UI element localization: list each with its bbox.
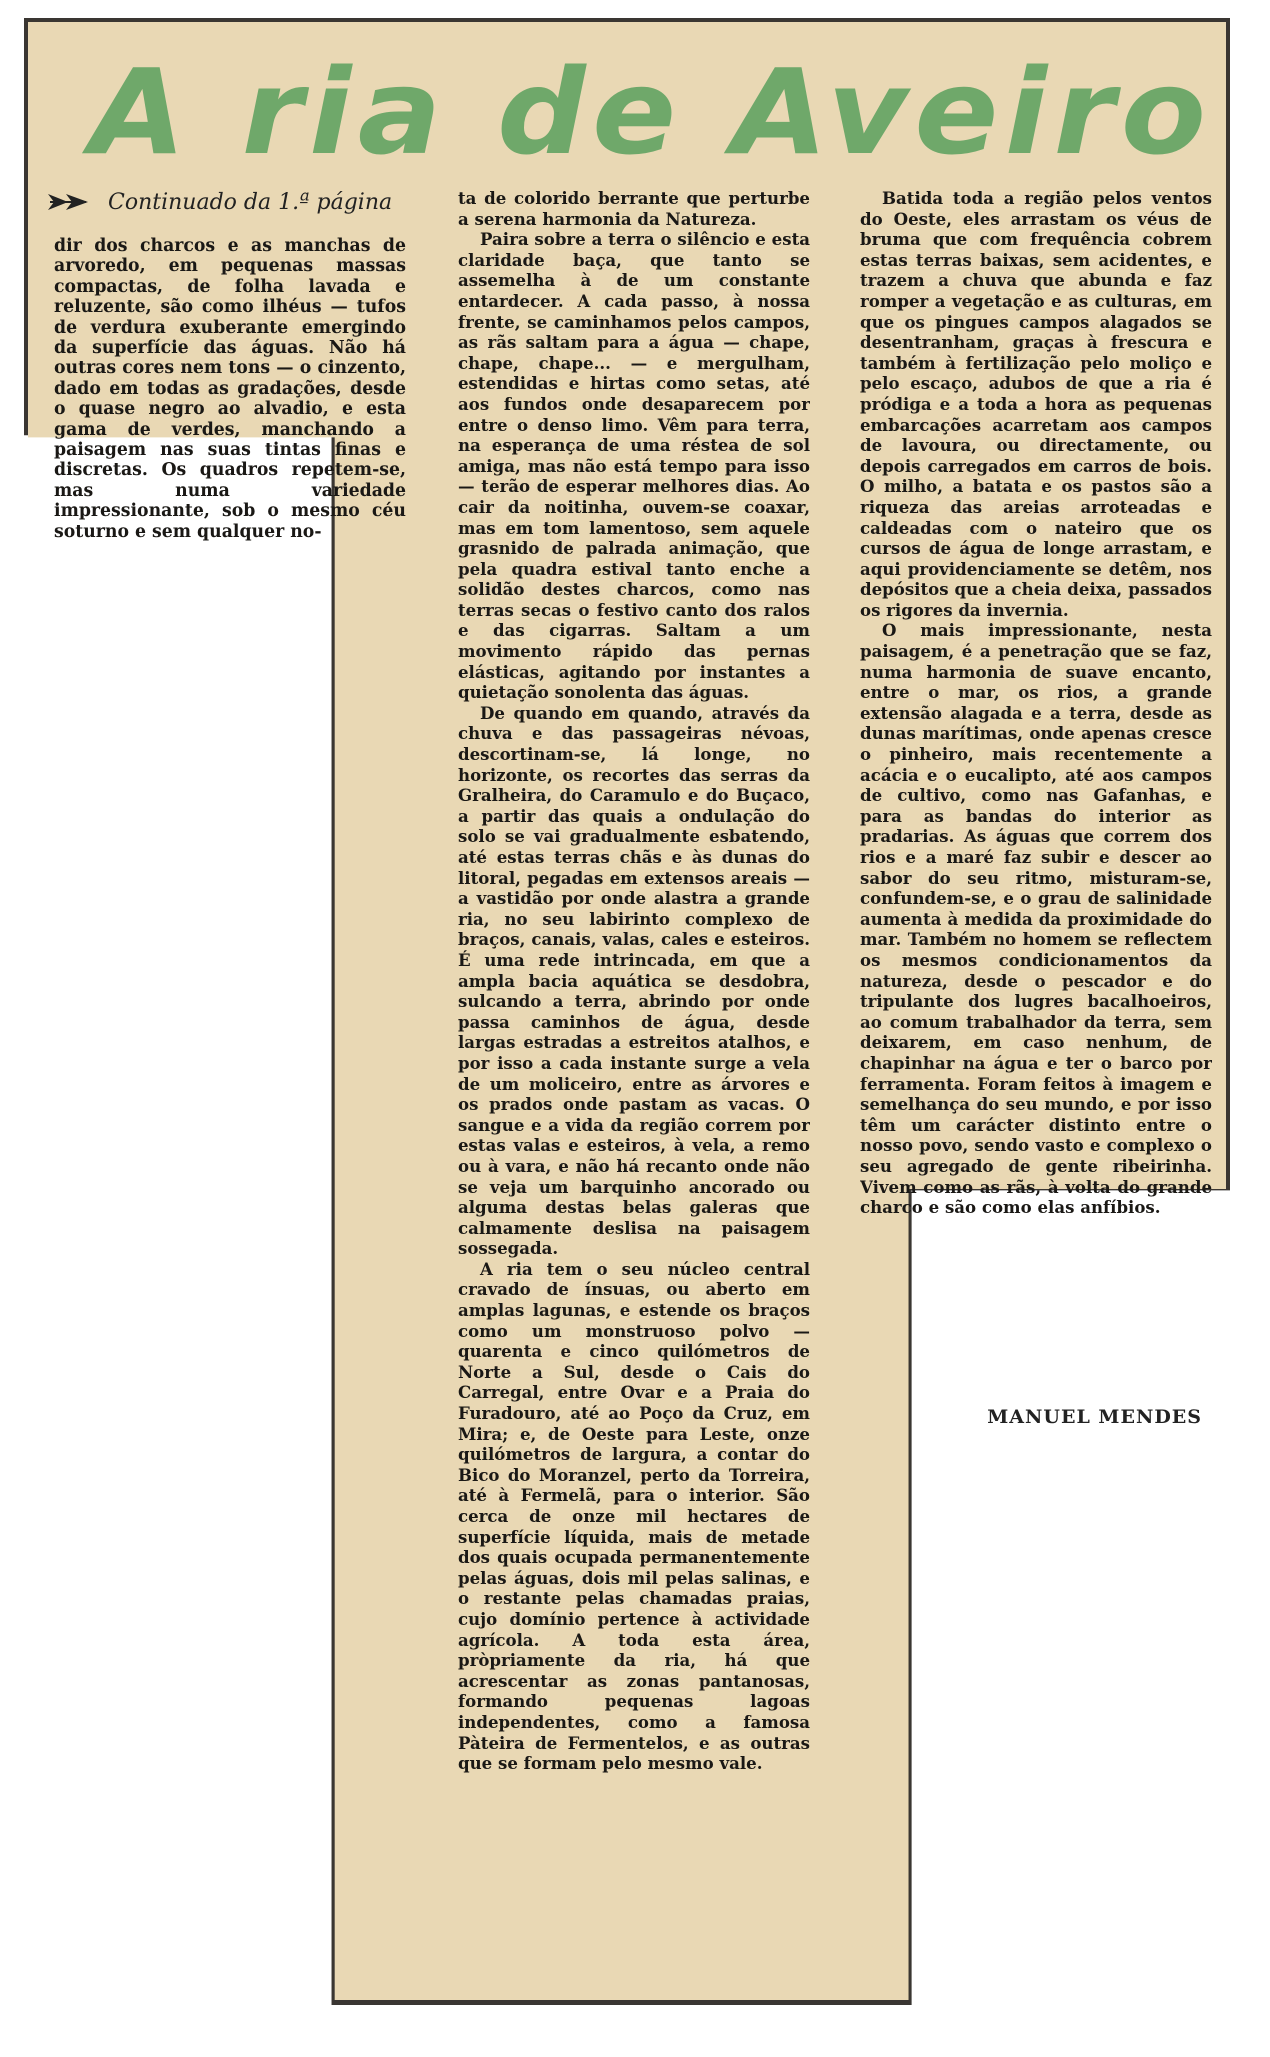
column-2-paragraph-1: ta de colorido berrante que perturbe a serena harmonia da Natureza. [458,188,810,229]
column-3-paragraph-1: Batida toda a região pelos ventos do Oeste, eles arrastam os véus de bruma que com frequência cobrem estas terras baixas, sem acidentes, e trazem a chuva que abunda e faz romper a vegetação e as culturas, em que os pingues campos alagados se desentranham, graças à frescura e também à fertilização pelo moliço e pelo escaço, adubos de que a ria é pródiga e a toda a hora as pequenas embarcações acarretam aos campos de lavoura, ou directamente, ou depois carregados em carros de bois. O milho, a batata e os pastos são a riqueza das areias arroteadas e caldeadas com o nateiro que os cursos de água de longe arrastam, e aqui providenciamente se detêm, nos depósitos que a cheia deixa, passados os rigores da invernia. [860,188,1212,620]
column-3 [860,188,1212,1370]
author-signature: MANUEL MENDES [987,1406,1202,1428]
column-2 [458,188,810,2000]
double-arrow-right-icon [48,191,94,213]
column-1 [54,236,406,562]
column-3-paragraph-2: O mais impressionante, nesta paisagem, é a penetração que se faz, numa harmonia de suave encanto, entre o mar, os rios, a grande extensão alagada e a terra, desde as dunas marítimas, onde apenas cresce o pinheiro, mais recentemente a acácia e o eucalipto, até aos campos de cultivo, como nas Gafanhas, e para as bandas do interior as pradarias. As águas que correm dos rios e a maré faz subir e descer ao sabor do seu ritmo, misturam-se, confundem-se, e o grau de salinidade aumenta à medida da proximidade do mar. Também no homem se reflectem os mesmos condicionamentos da natureza, desde o pescador e do tripulante dos lugres bacalhoeiros, ao comum trabalhador da terra, sem deixarem, em caso nenhum, de chapinhar na água e ter o barco por ferramenta. Foram feitos à imagem e semelhança do seu mundo, e por isso têm um carácter distinto entre o nosso povo, sendo vasto e complexo o seu agregado de gente ribeirinha. Vivem como as rãs, à volta do grande charco e são como elas anfíbios. [860,620,1212,1218]
column-2-paragraph-4: A ria tem o seu núcleo central cravado de ínsuas, ou aberto em amplas lagunas, e estende os braços como um monstruoso polvo — quarenta e cinco quilómetros de Norte a Sul, desde o Cais do Carregal, entre Ovar e a Praia do Furadouro, até ao Poço da Cruz, em Mira; e, de Oeste para Leste, onze quilómetros de largura, a contar do Bico do Moranzel, perto da Torreira, até à Fermelã, para o interior. São cerca de onze mil hectares de superfície líquida, mais de metade dos quais ocupada permanentemente pelas águas, dois mil pelas salinas, e o restante pelas chamadas praias, cujo domínio pertence à actividade agrícola. A toda esta área, pròpriamente da ria, há que acrescentar as zonas pantanosas, formando pequenas lagoas independentes, como a famosa Pàteira de Fermentelos, e as outras que se formam pelo mesmo vale. [458,1258,810,1774]
column-1-paragraph: dir dos charcos e as manchas de arvoredo, em pequenas massas compactas, de folha lavada e reluzente, são como ilhéus — tufos de verdura exuberante emergindo da superfície das águas. Não há outras cores nem tons — o cinzento, dado em todas as gradações, desde o quase negro ao alvadio, e esta gama de verdes, manchando a paisagem nas suas tintas finas e discretas. Os quadros repetem-se, mas numa variedade impressionante, sob o mesmo céu soturno e sem qualquer no- [54,236,406,542]
column-2-paragraph-3: De quando em quando, através da chuva e das passageiras névoas, descortinam-se, lá longe, no horizonte, os recortes das serras da Gralheira, do Caramulo e do Buçaco, a partir das quais a ondulação do solo se vai gradualmente esbatendo, até estas terras chãs e às dunas do litoral, pegadas em extensos areais — a vastidão por onde alastra a grande ria, no seu labirinto complexo de braços, canais, valas, cales e esteiros. É uma rede intrincada, em que a ampla bacia aquática se desdobra, sulcando a terra, abrindo por onde passa caminhos de água, desde largas estradas a estreitos atalhos, e por isso a cada instante surge a vela de um moliceiro, entre as árvores e os prados onde pastam as vacas. O sangue e a vida da região correm por estas valas e esteiros, à vela, a remo ou à vara, e não há recanto onde não se veja um barquinho ancorado ou alguma destas belas galeras que calmamente deslisa na paisagem sossegada. [458,702,810,1259]
column-2-paragraph-2: Paira sobre a terra o silêncio e esta claridade baça, que tanto se assemelha à de um constante entardecer. A cada passo, à nossa frente, se caminhamos pelos campos, as rãs saltam para a água — chape, chape, chape... — e mergulham, estendidas e hirtas como setas, até aos fundos onde desaparecem por entre o denso limo. Vêm para terra, na esperança de uma réstea de sol amiga, mas não está tempo para isso — terão de esperar melhores dias. Ao cair da noitinha, ouvem-se coaxar, mas em tom lamentoso, sem aquele grasnido de palrada animação, que pela quadra estival tanto enche a solidão destes charcos, como nas terras secas o festivo canto dos ralos e das cigarras. Saltam a um movimento rápido das pernas elásticas, agitando por instantes a quietação sonolenta das águas. [458,229,810,703]
headline: A ria de Aveiro [90,43,1213,181]
continued-label: Continuado da 1.ª página [108,189,393,215]
continued-note [48,186,428,218]
